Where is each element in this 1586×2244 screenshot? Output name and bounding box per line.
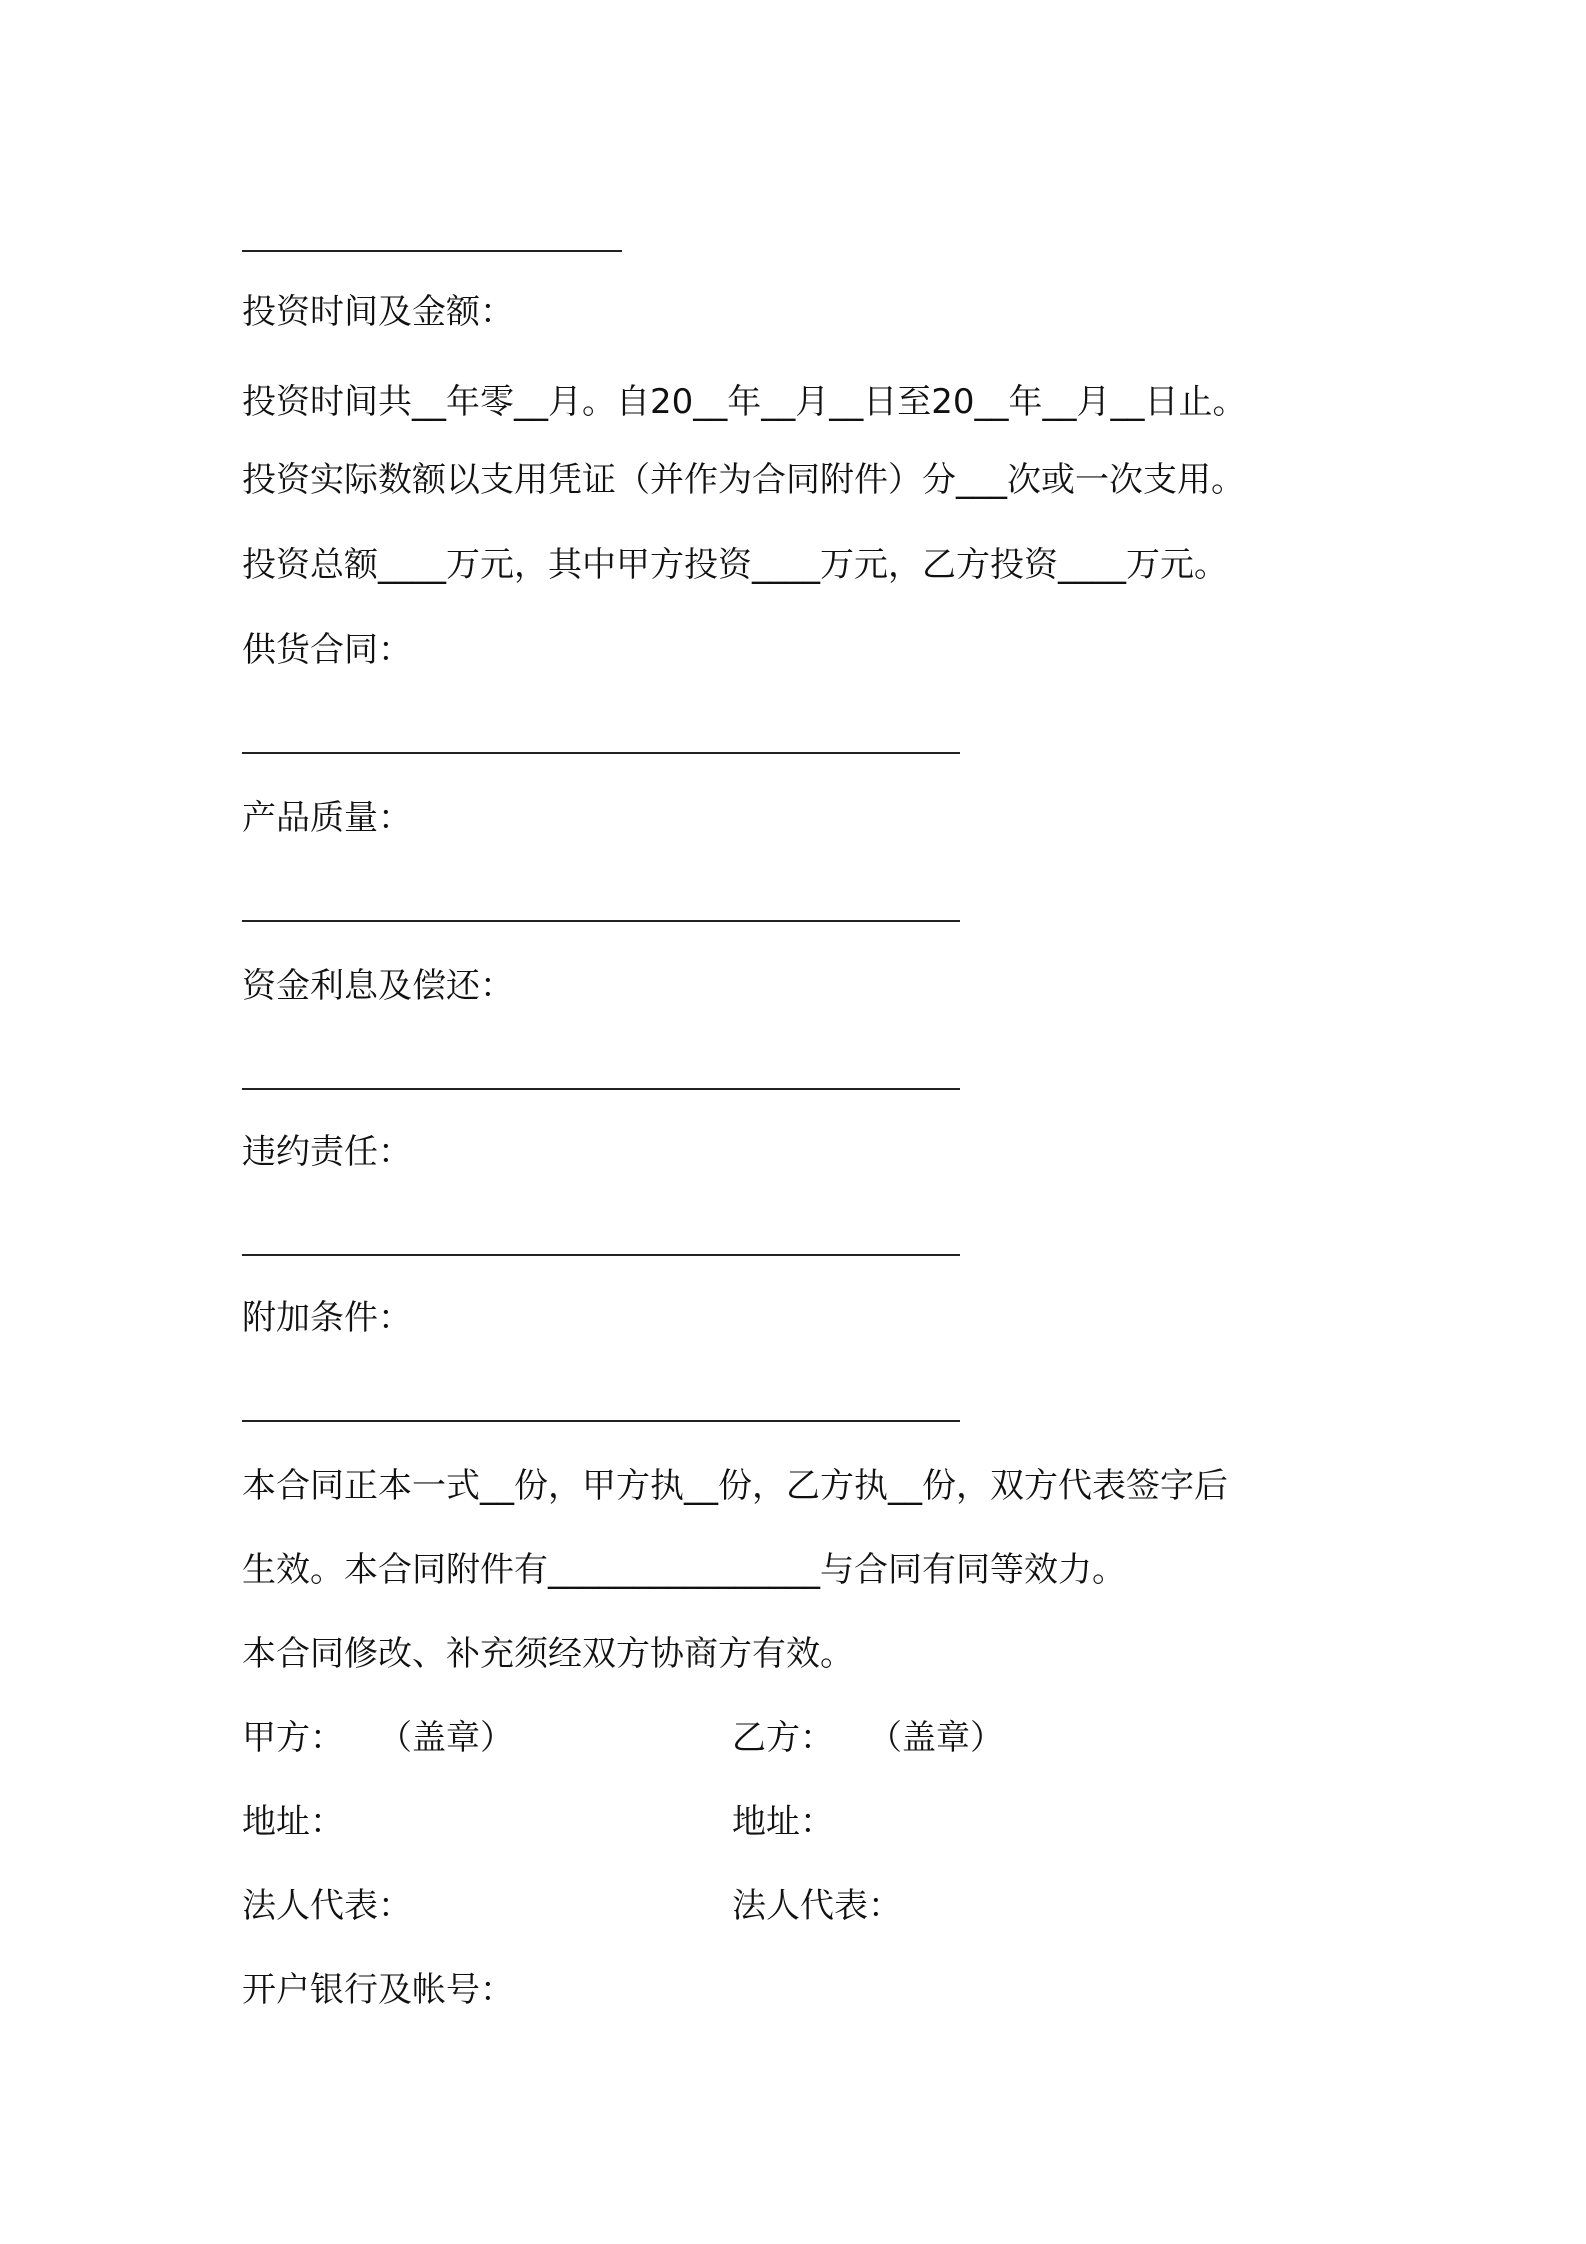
investment-total-text: 投资总额____万元，其中甲方投资____万元，乙方投资____万元。 [242, 545, 1228, 585]
effect-clause-text: 生效。本合同附件有________________与合同有同等效力。 [242, 1550, 1126, 1590]
blank-line-fund-interest [242, 1088, 960, 1090]
blank-line-breach-liability [242, 1254, 960, 1256]
party-a-seal-label: 甲方： （盖章） [242, 1718, 514, 1758]
heading-breach-liability: 违约责任： [242, 1132, 412, 1172]
party-b-address-label: 地址： [732, 1802, 834, 1842]
blank-line-supply-contract [242, 752, 960, 754]
amendment-clause-text: 本合同修改、补充须经双方协商方有效。 [242, 1634, 854, 1674]
heading-additional-conditions: 附加条件： [242, 1298, 412, 1338]
bank-account-label: 开户银行及帐号： [242, 1970, 514, 2010]
copies-clause-text: 本合同正本一式__份，甲方执__份，乙方执__份，双方代表签字后 [242, 1466, 1228, 1506]
party-a-address-label: 地址： [242, 1802, 344, 1842]
party-b-legal-rep-label: 法人代表： [732, 1886, 902, 1926]
blank-line-additional-conditions [242, 1420, 960, 1422]
investment-period-text: 投资时间共__年零__月。自20__年__月__日至20__年__月__日止。 [242, 382, 1247, 422]
heading-fund-interest-repayment: 资金利息及偿还： [242, 966, 514, 1006]
party-b-seal-label: 乙方： （盖章） [732, 1718, 1004, 1758]
party-a-legal-rep-label: 法人代表： [242, 1886, 412, 1926]
heading-investment-time-amount: 投资时间及金额： [242, 292, 514, 332]
investment-actual-amount-text: 投资实际数额以支用凭证（并作为合同附件）分___次或一次支用。 [242, 460, 1245, 500]
heading-supply-contract: 供货合同： [242, 630, 412, 670]
heading-product-quality: 产品质量： [242, 798, 412, 838]
blank-line-top [242, 250, 622, 252]
blank-line-product-quality [242, 920, 960, 922]
